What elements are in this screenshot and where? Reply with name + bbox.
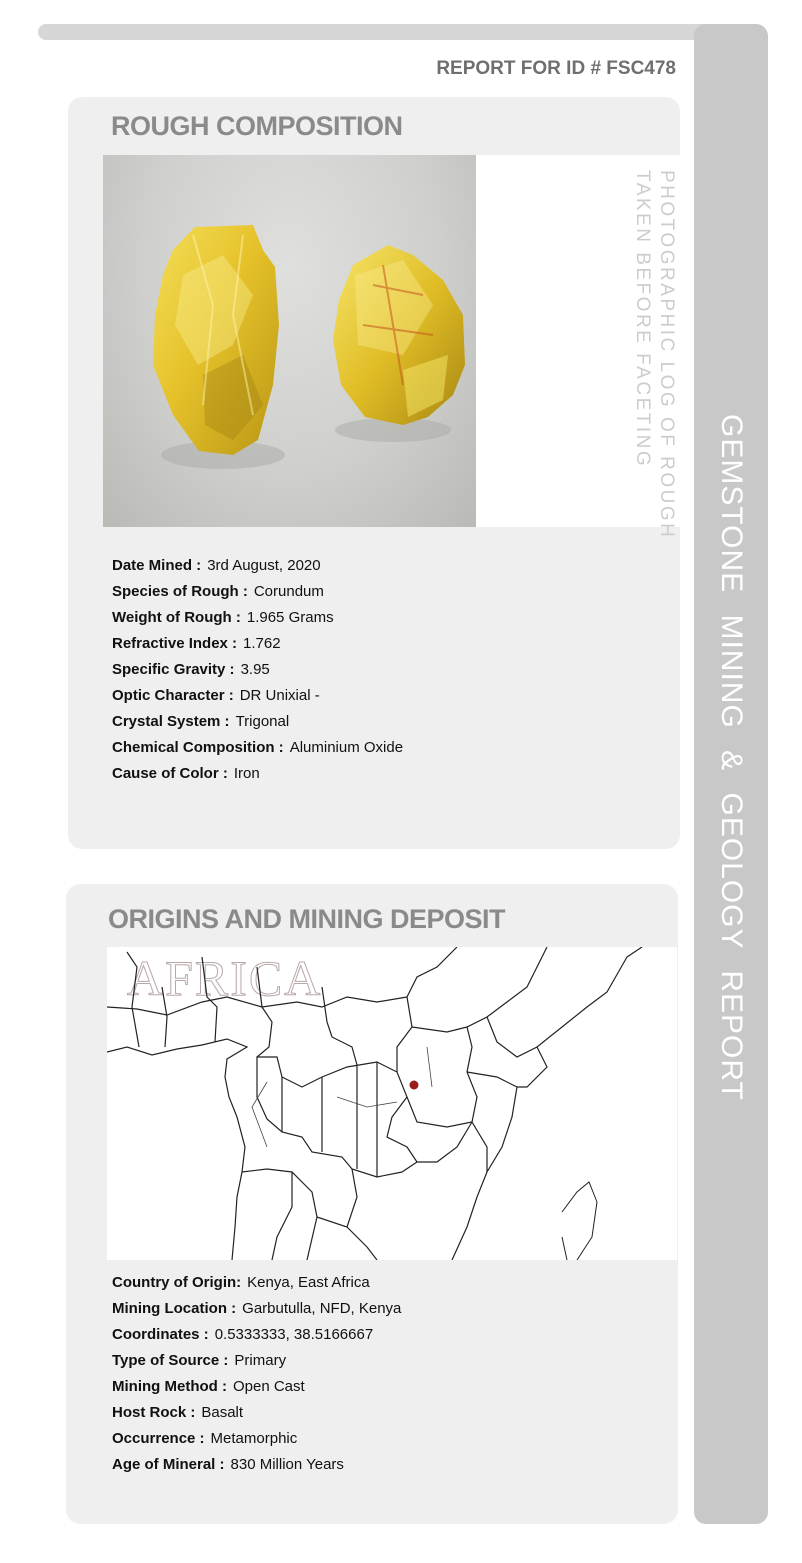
spec-value: 3.95 — [240, 661, 270, 678]
spec-row-mining-method — [112, 1374, 401, 1400]
spec-row-type-of-source — [112, 1348, 401, 1374]
spec-label: Chemical Composition : — [112, 739, 284, 756]
kenya-location-marker — [410, 1081, 419, 1090]
spec-value: Trigonal — [235, 713, 290, 730]
spec-value: 3rd August, 2020 — [207, 557, 321, 574]
spec-row-refractive-index — [112, 631, 403, 657]
spec-row-chemical-composition — [112, 735, 403, 761]
spec-row-cause-of-color — [112, 761, 403, 787]
spec-value: Iron — [233, 765, 260, 782]
side-title — [694, 412, 768, 1102]
spec-value: Primary — [234, 1352, 287, 1369]
spec-value: 1.965 Grams — [246, 609, 334, 626]
spec-row-occurrence — [112, 1426, 401, 1452]
spec-value: 1.762 — [243, 635, 281, 652]
spec-label: Host Rock : — [112, 1404, 196, 1421]
spec-label: Cause of Color : — [112, 765, 228, 782]
spec-label: Type of Source : — [112, 1352, 229, 1369]
africa-map — [107, 947, 677, 1260]
spec-row-species — [112, 579, 403, 605]
spec-row-host-rock — [112, 1400, 401, 1426]
spec-row-age-of-mineral — [112, 1452, 401, 1478]
spec-label: Country of Origin: — [112, 1274, 242, 1291]
spec-row-crystal-system — [112, 709, 403, 735]
rough-composition-title: ROUGH COMPOSITION — [111, 111, 403, 141]
spec-row-coordinates — [112, 1322, 401, 1348]
spec-value: Kenya, East Africa — [247, 1274, 370, 1291]
spec-label: Mining Method : — [112, 1378, 227, 1395]
photo-caption-line-1: PHOTOGRAPHIC LOG OF ROUGH — [656, 170, 677, 540]
origins-spec-list — [112, 1270, 401, 1478]
origins-title: ORIGINS AND MINING DEPOSIT — [108, 904, 506, 934]
spec-row-date-mined — [112, 553, 403, 579]
spec-value: Garbutulla, NFD, Kenya — [242, 1300, 402, 1317]
map-label-africa: AFRICA — [127, 950, 323, 1006]
spec-label: Weight of Rough : — [112, 609, 241, 626]
spec-label: Refractive Index : — [112, 635, 238, 652]
report-id: REPORT FOR ID # FSC478 — [436, 58, 676, 79]
africa-map-illustration — [107, 947, 677, 1260]
spec-value: 830 Million Years — [230, 1456, 344, 1473]
photo-caption-line-2: TAKEN BEFORE FACETING — [632, 170, 653, 469]
spec-value: 0.5333333, 38.5166667 — [214, 1326, 374, 1343]
spec-row-weight — [112, 605, 403, 631]
spec-label: Occurrence : — [112, 1430, 205, 1447]
spec-label: Coordinates : — [112, 1326, 209, 1343]
spec-value: DR Unixial - — [239, 687, 320, 704]
spec-value: Metamorphic — [210, 1430, 298, 1447]
rough-photo — [103, 155, 476, 527]
side-title-text: GEMSTONE MINING & GEOLOGY REPORT — [715, 413, 748, 1101]
spec-label: Crystal System : — [112, 713, 230, 730]
top-bar — [38, 24, 760, 40]
spec-row-specific-gravity — [112, 657, 403, 683]
photo-caption — [630, 170, 678, 540]
spec-label: Mining Location : — [112, 1300, 237, 1317]
spec-label: Date Mined : — [112, 557, 202, 574]
rough-spec-list — [112, 553, 403, 787]
spec-value: Open Cast — [232, 1378, 305, 1395]
spec-row-optic-character — [112, 683, 403, 709]
spec-label: Age of Mineral : — [112, 1456, 225, 1473]
spec-label: Species of Rough : — [112, 583, 248, 600]
spec-row-country-of-origin — [112, 1270, 401, 1296]
spec-label: Specific Gravity : — [112, 661, 235, 678]
spec-value: Corundum — [253, 583, 324, 600]
spec-label: Optic Character : — [112, 687, 234, 704]
rough-stones-illustration — [103, 155, 476, 527]
spec-value: Basalt — [201, 1404, 244, 1421]
spec-row-mining-location — [112, 1296, 401, 1322]
spec-value: Aluminium Oxide — [289, 739, 404, 756]
